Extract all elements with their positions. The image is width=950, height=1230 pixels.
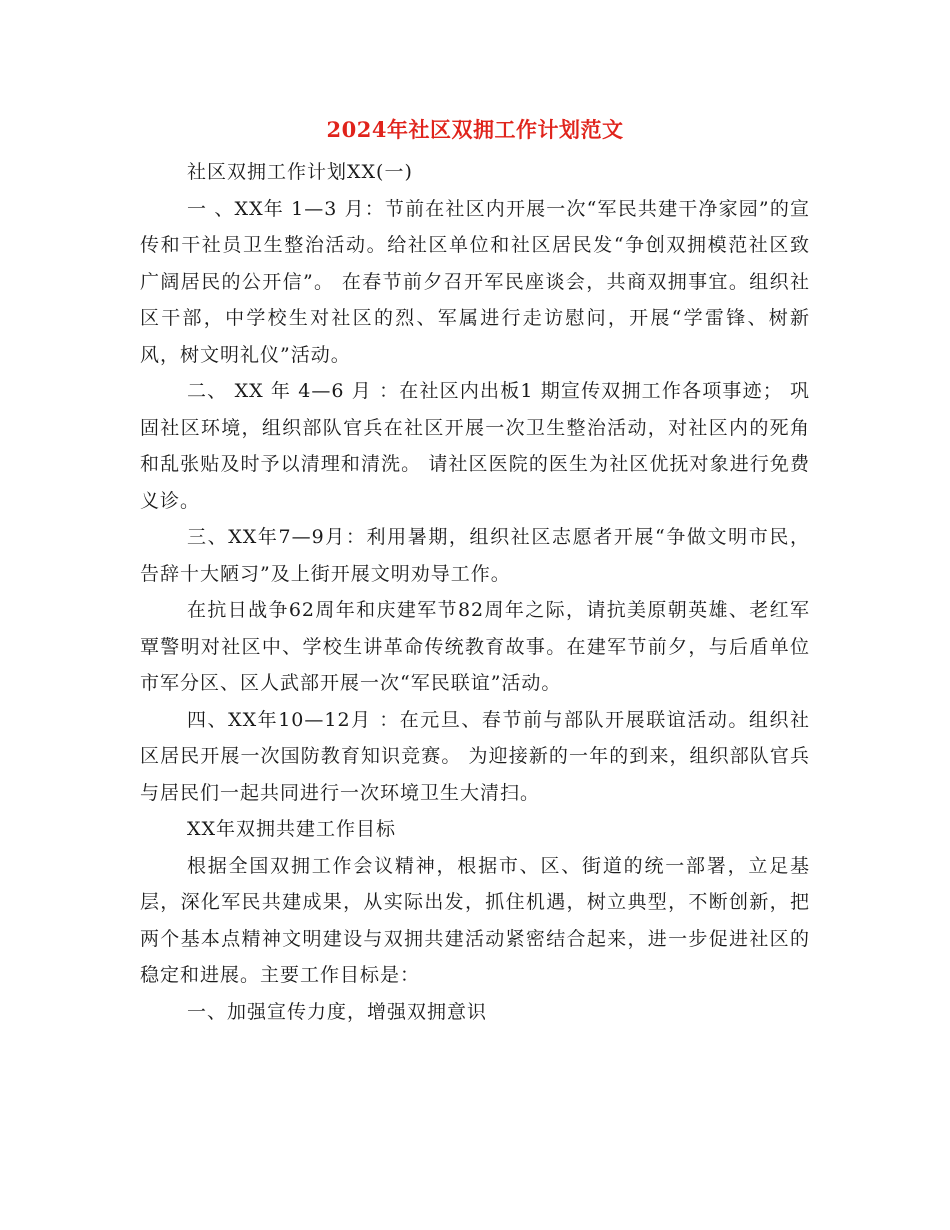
- document-title: 2024年社区双拥工作计划范文: [326, 117, 624, 142]
- paragraph-q3: 三、XX年7—9月：利用暑期，组织社区志愿者开展“争做文明市民，告辞十大陋习”及上街开展文明劝导工作。: [140, 526, 810, 585]
- paragraph-q1: 一 、XX年 1—3 月：节前在社区内开展一次“军民共建干净家园”的宣传和干社员卫生整治活动。给社区单位和社区居民发“争创双拥模范社区致广阔居民的公开信”。 在春节前夕召开军民座谈会，共商双拥事宜。组织社区干部，中学校生对社区的烈、军属进行走访慰问，开展“学雷锋、树新风，树文明礼仪”活动。: [140, 197, 810, 366]
- document-body: [140, 154, 810, 1030]
- paragraph-goals-intro: 根据全国双拥工作会议精神，根据市、区、街道的统一部署，立足基层，深化军民共建成果，从实际出发，抓住机遇，树立典型，不断创新，把两个基本点精神文明建设与双拥共建活动紧密结合起来，进一步促进社区的稳定和进展。主要工作目标是：: [140, 854, 810, 986]
- paragraph-goals-heading: XX年双拥共建工作目标: [187, 818, 397, 840]
- paragraph-q4: 四、XX年10—12月 ：在元旦、春节前与部队开展联谊活动。组织社区居民开展一次国防教育知识竞赛。 为迎接新的一年的到来，组织部队官兵与居民们一起共同进行一次环境卫生大清扫。: [140, 708, 810, 804]
- paragraph-plan-heading: 社区双拥工作计划XX(一): [187, 161, 413, 183]
- paragraph-anniversary: 在抗日战争62周年和庆建军节82周年之际，请抗美原朝英雄、老红军覃警明对社区中、学校生讲革命传统教育故事。在建军节前夕，与后盾单位市军分区、区人武部开展一次“军民联谊”活动。: [140, 599, 810, 694]
- paragraph-goal-one: 一、加强宣传力度，增强双拥意识: [187, 1000, 488, 1023]
- paragraph-q2: 二、 XX 年 4—6 月 ：在社区内出板1 期宣传双拥工作各项事迹； 巩固社区环境，组织部队官兵在社区开展一次卫生整治活动，对社区内的死角和乱张贴及时予以清理和清洗。 请社区医院的医生为社区优抚对象进行免费义诊。: [140, 380, 810, 512]
